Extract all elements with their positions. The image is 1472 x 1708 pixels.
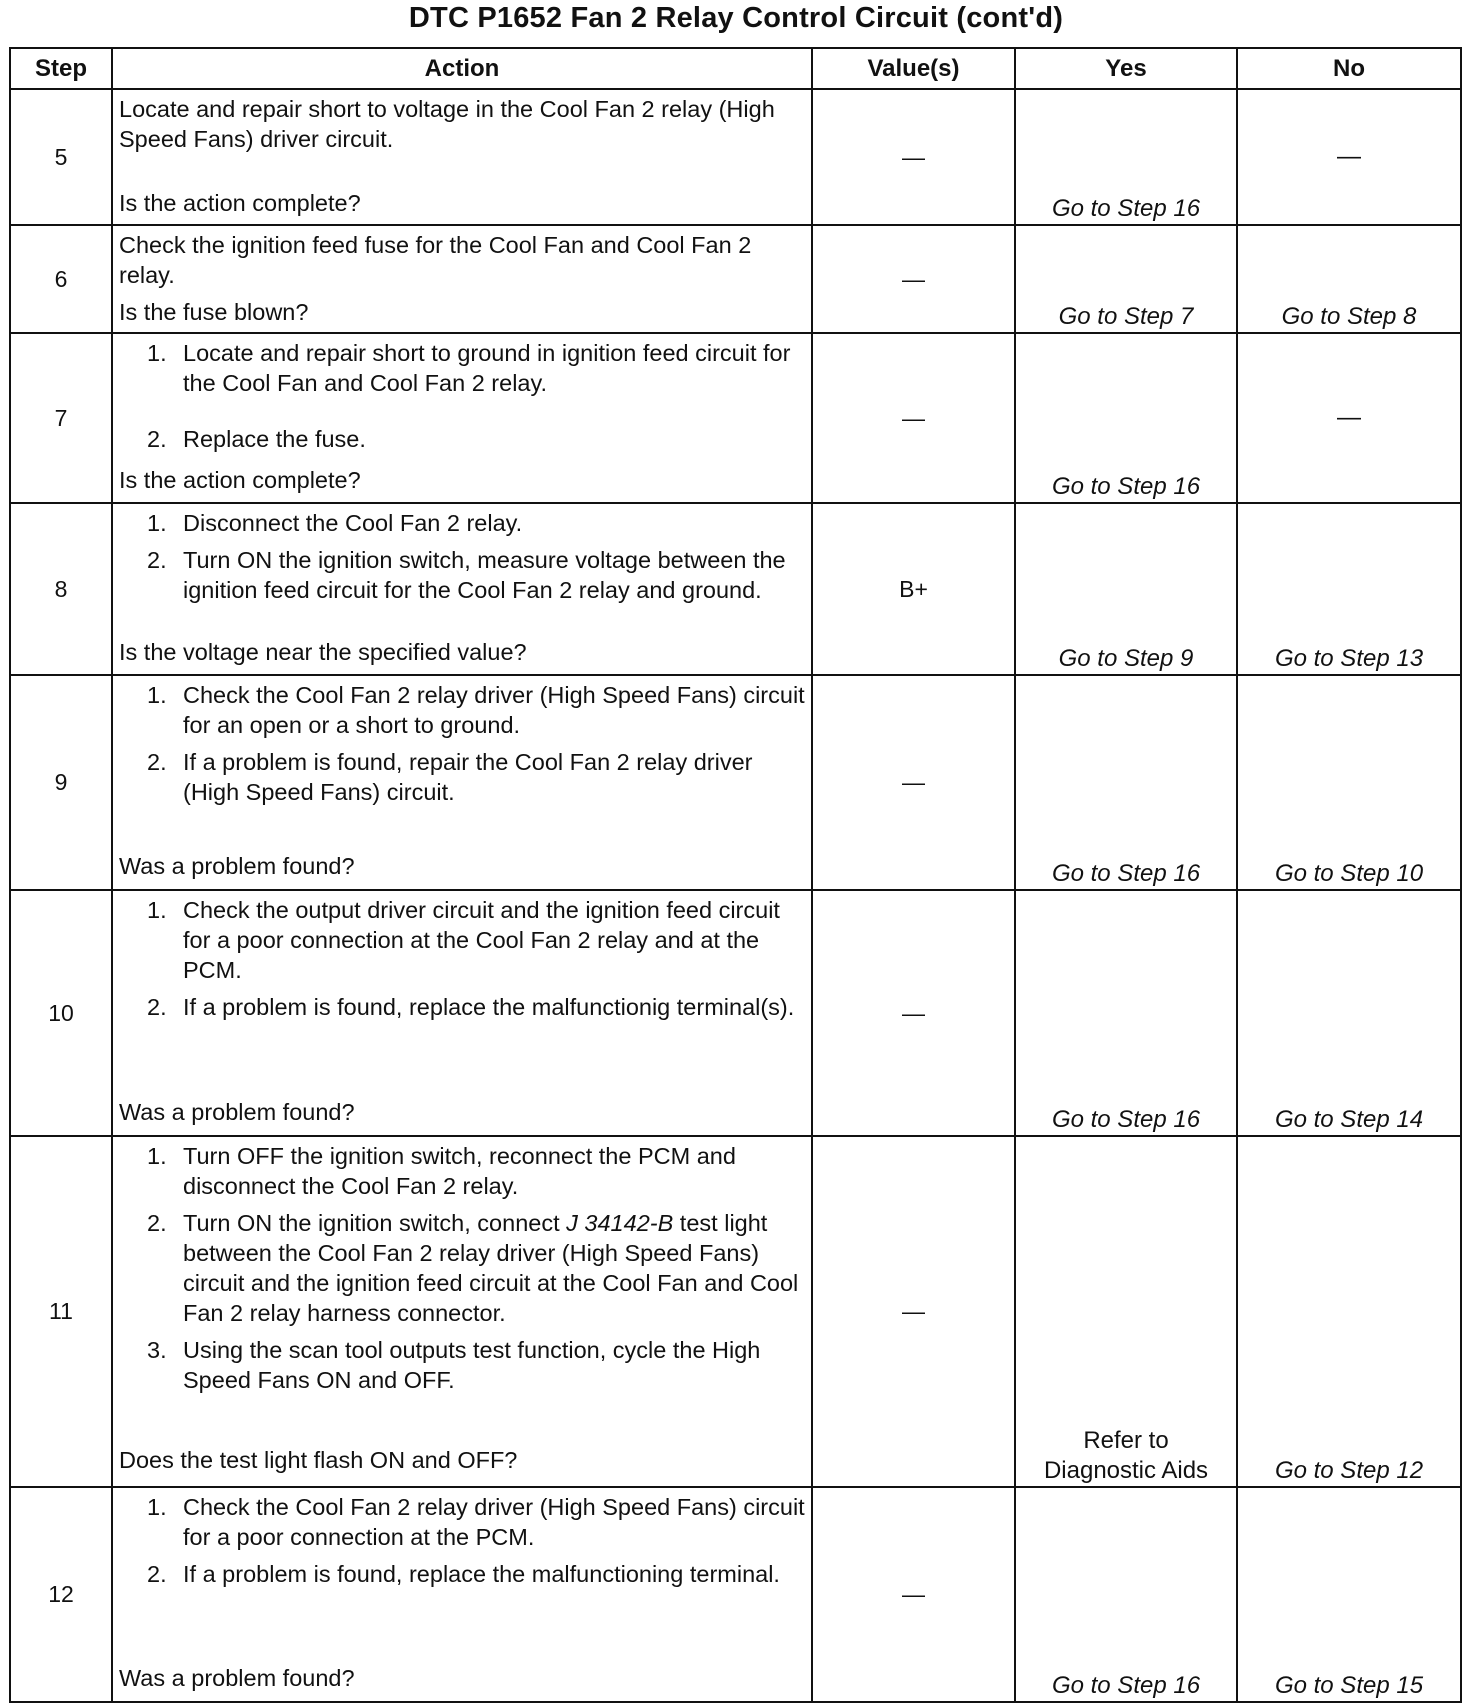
value-cell: — xyxy=(812,333,1015,503)
action-cell xyxy=(112,503,812,675)
step-number: 10 xyxy=(10,890,112,1137)
action-question: Is the fuse blown? xyxy=(119,299,309,326)
action-text: Locate and repair short to voltage in the Cool Fan 2 relay (High Speed Fans) driver circuit. xyxy=(119,96,775,152)
action-cell xyxy=(112,1487,812,1702)
action-step xyxy=(119,680,805,740)
yes-cell: Go to Step 9 xyxy=(1015,503,1237,675)
table-row xyxy=(10,675,1461,890)
action-step xyxy=(119,1335,805,1395)
step-item-text: Using the scan tool outputs test function, cycle the High Speed Fans ON and OFF. xyxy=(183,1337,761,1394)
table-row xyxy=(10,333,1461,503)
action-step xyxy=(119,508,805,538)
step-item-number: 2. xyxy=(147,426,167,453)
step-item-number: 1. xyxy=(147,510,167,537)
action-steps xyxy=(119,508,805,612)
step-item-text: Check the output driver circuit and the ignition feed circuit for a poor connection at the Cool Fan 2 relay and at the PCM. xyxy=(183,896,780,983)
action-step xyxy=(119,992,805,1022)
action-cell xyxy=(112,1136,812,1487)
action-question: Does the test light flash ON and OFF? xyxy=(119,1447,518,1474)
table-row xyxy=(10,890,1461,1137)
value-cell: — xyxy=(812,675,1015,890)
header-values: Value(s) xyxy=(812,48,1015,89)
step-item-text: If a problem is found, repair the Cool Fan 2 relay driver (High Speed Fans) circuit. xyxy=(183,749,753,806)
yes-cell: Go to Step 16 xyxy=(1015,890,1237,1137)
diagnostic-table xyxy=(9,47,1462,1703)
action-cell xyxy=(112,890,812,1137)
step-number: 12 xyxy=(10,1487,112,1702)
action-question: Was a problem found? xyxy=(119,1098,355,1125)
no-cell: Go to Step 12 xyxy=(1237,1136,1461,1487)
yes-cell: Go to Step 16 xyxy=(1015,675,1237,890)
step-item-text: If a problem is found, replace the malfunctionig terminal(s). xyxy=(183,993,795,1020)
yes-cell: Go to Step 16 xyxy=(1015,333,1237,503)
table-row xyxy=(10,89,1461,225)
step-number: 9 xyxy=(10,675,112,890)
action-step xyxy=(119,1559,805,1589)
step-item-text: Turn ON the ignition switch, measure voltage between the ignition feed circuit for the Cool Fan 2 relay and ground. xyxy=(183,547,786,604)
action-steps xyxy=(119,680,805,814)
step-number: 8 xyxy=(10,503,112,675)
header-no: No xyxy=(1237,48,1461,89)
action-steps xyxy=(119,895,805,1029)
action-step xyxy=(119,1141,805,1201)
page-title: DTC P1652 Fan 2 Relay Control Circuit (cont'd) xyxy=(408,2,1064,34)
no-cell: — xyxy=(1237,333,1461,503)
table-row xyxy=(10,503,1461,675)
value-cell: B+ xyxy=(812,503,1015,675)
yes-cell: Go to Step 16 xyxy=(1015,1487,1237,1702)
action-step xyxy=(119,1492,805,1552)
action-question: Is the action complete? xyxy=(119,190,361,216)
value-cell: — xyxy=(812,1487,1015,1702)
yes-text-line: Refer to xyxy=(1083,1427,1169,1455)
yes-cell xyxy=(1015,1136,1237,1487)
step-item-number: 1. xyxy=(147,1494,167,1521)
step-number: 5 xyxy=(10,89,112,225)
step-item-number: 2. xyxy=(147,749,167,776)
tool-number: J 34142-B xyxy=(566,1210,674,1237)
step-item-text: Locate and repair short to ground in ignition feed circuit for the Cool Fan and Cool Fan 2 relay. xyxy=(183,340,791,397)
header-yes: Yes xyxy=(1015,48,1237,89)
step-item-number: 3. xyxy=(147,1337,167,1364)
step-item-number: 2. xyxy=(147,1210,167,1237)
step-item-text: Check the Cool Fan 2 relay driver (High Speed Fans) circuit for an open or a short to ground. xyxy=(183,682,805,739)
action-cell xyxy=(112,333,812,503)
step-text-part: test light between the Cool Fan 2 relay driver (High Speed Fans) circuit and the ignition feed circuit at the Cool Fan and Cool Fan 2 relay harness connector. xyxy=(183,1210,799,1327)
step-item-text: Turn OFF the ignition switch, reconnect the PCM and disconnect the Cool Fan 2 relay. xyxy=(183,1143,736,1200)
value-cell: — xyxy=(812,890,1015,1137)
step-item-text: Check the Cool Fan 2 relay driver (High Speed Fans) circuit for a poor connection at the PCM. xyxy=(183,1494,805,1551)
yes-cell: Go to Step 16 xyxy=(1015,89,1237,225)
action-steps xyxy=(119,1492,805,1596)
action-question: Was a problem found? xyxy=(119,1665,355,1692)
step-text-part: Turn ON the ignition switch, connect xyxy=(183,1210,567,1237)
no-cell: — xyxy=(1237,89,1461,225)
table-row xyxy=(10,225,1461,333)
action-step xyxy=(119,747,805,807)
no-cell: Go to Step 10 xyxy=(1237,675,1461,890)
no-cell: Go to Step 8 xyxy=(1237,225,1461,333)
step-number: 11 xyxy=(10,1136,112,1487)
step-item-number: 2. xyxy=(147,547,167,574)
action-steps xyxy=(119,1141,805,1402)
value-cell: — xyxy=(812,225,1015,333)
step-item-number: 1. xyxy=(147,1143,167,1170)
step-number: 6 xyxy=(10,225,112,333)
step-item-number: 2. xyxy=(147,993,167,1020)
action-step xyxy=(119,895,805,985)
action-cell xyxy=(112,225,812,333)
action-cell xyxy=(112,675,812,890)
yes-text-line: Diagnostic Aids xyxy=(1043,1457,1209,1485)
step-item-text: Replace the fuse. xyxy=(183,426,366,453)
step-number: 7 xyxy=(10,333,112,503)
step-item-number: 1. xyxy=(147,896,167,923)
no-cell: Go to Step 15 xyxy=(1237,1487,1461,1702)
value-cell: — xyxy=(812,89,1015,225)
step-item-text xyxy=(183,1210,798,1326)
value-cell: — xyxy=(812,1136,1015,1487)
table-row xyxy=(10,1136,1461,1487)
table-row xyxy=(10,1487,1461,1702)
step-item-number: 1. xyxy=(147,682,167,709)
action-question: Is the voltage near the specified value? xyxy=(119,639,527,666)
action-question: Is the action complete? xyxy=(119,467,361,494)
yes-cell: Go to Step 7 xyxy=(1015,225,1237,333)
action-text: Check the ignition feed fuse for the Cool Fan and Cool Fan 2 relay. xyxy=(119,232,752,289)
header-action: Action xyxy=(112,48,812,89)
header-step: Step xyxy=(10,48,112,89)
table-header-row xyxy=(10,48,1461,89)
action-steps xyxy=(119,338,805,461)
action-step xyxy=(119,545,805,605)
action-step xyxy=(119,338,805,398)
no-cell: Go to Step 13 xyxy=(1237,503,1461,675)
step-item-text: If a problem is found, replace the malfunctioning terminal. xyxy=(183,1561,780,1588)
action-step xyxy=(119,424,805,454)
action-step xyxy=(119,1208,805,1328)
action-question: Was a problem found? xyxy=(119,853,355,880)
step-item-number: 2. xyxy=(147,1561,167,1588)
action-cell xyxy=(112,89,812,225)
no-cell: Go to Step 14 xyxy=(1237,890,1461,1137)
step-item-number: 1. xyxy=(147,340,167,367)
step-item-text: Disconnect the Cool Fan 2 relay. xyxy=(183,510,523,537)
